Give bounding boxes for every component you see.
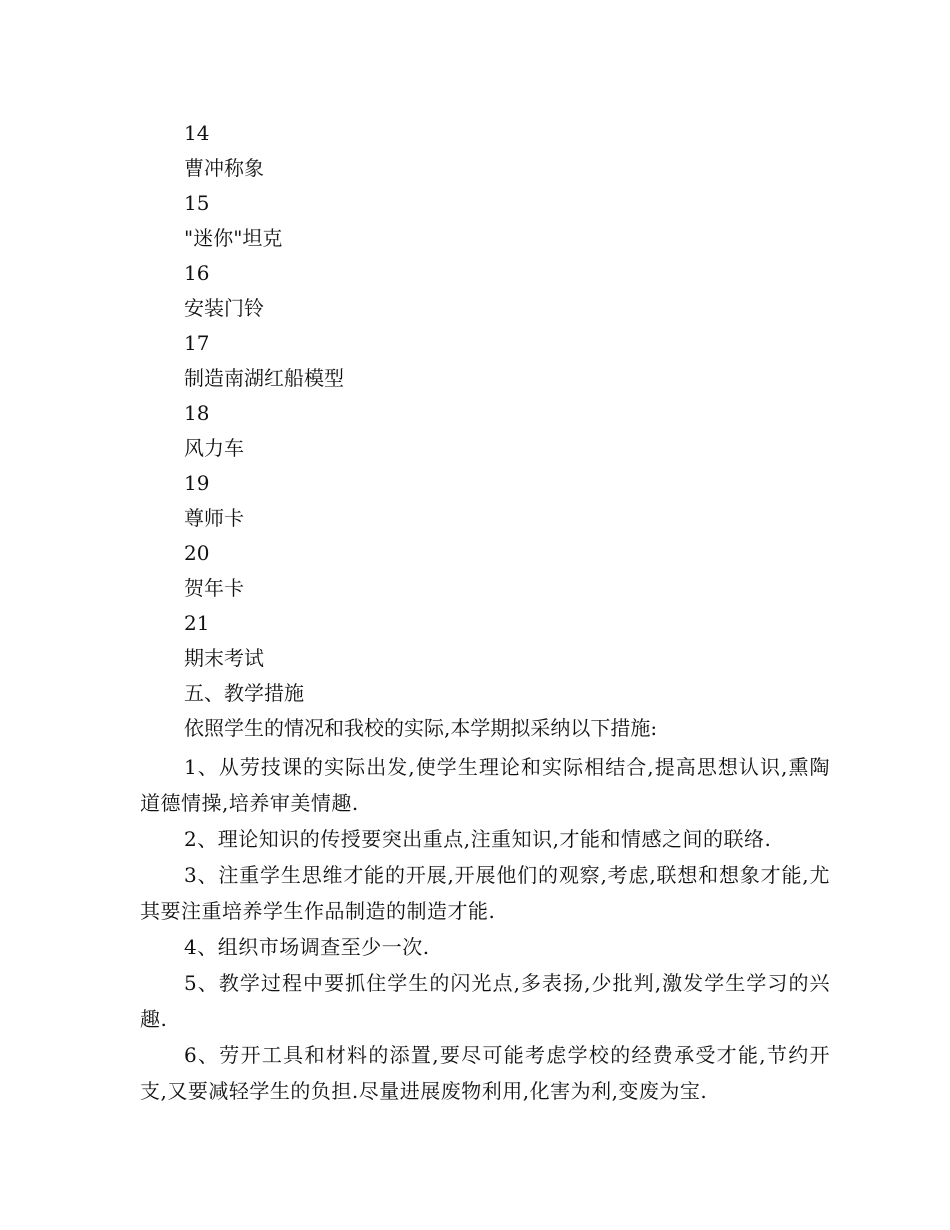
schedule-list: [184, 116, 784, 676]
measure-item: 3、注重学生思维才能的开展,开展他们的观察,考虑,联想和想象才能,尤其要注重培养学生作品制造的制造才能.: [140, 863, 830, 923]
week-topic: 尊师卡: [184, 506, 244, 530]
week-number: 21: [184, 611, 210, 635]
section-heading: 五、教学措施: [184, 681, 304, 705]
section-intro: 依照学生的情况和我校的实际,本学期拟采纳以下措施:: [184, 716, 658, 740]
week-number: 19: [184, 471, 210, 495]
measure-item: 4、组织市场调查至少一次.: [184, 935, 430, 959]
week-number: 18: [184, 401, 210, 425]
week-topic: 风力车: [184, 436, 244, 460]
teaching-measures-section: [140, 676, 830, 1109]
week-topic: "迷你"坦克: [184, 226, 283, 250]
week-topic: 安装门铃: [184, 296, 264, 320]
week-topic: 制造南湖红船模型: [184, 366, 344, 390]
measure-item: 1、从劳技课的实际出发,使学生理论和实际相结合,提高思想认识,熏陶道德情操,培养审美情趣.: [140, 755, 830, 815]
measure-item: 5、教学过程中要抓住学生的闪光点,多表扬,少批判,激发学生学习的兴趣.: [140, 971, 830, 1031]
week-number: 17: [184, 331, 210, 355]
week-number: 14: [184, 121, 210, 145]
measure-item: 2、理论知识的传授要突出重点,注重知识,才能和情感之间的联络.: [184, 827, 772, 851]
week-topic: 贺年卡: [184, 576, 244, 600]
week-number: 15: [184, 191, 210, 215]
week-number: 20: [184, 541, 210, 565]
week-number: 16: [184, 261, 210, 285]
week-topic: 期末考试: [184, 646, 264, 670]
measure-item: 6、劳开工具和材料的添置,要尽可能考虑学校的经费承受才能,节约开支,又要减轻学生的负担.尽量进展废物利用,化害为利,变废为宝.: [140, 1043, 830, 1103]
week-topic: 曹冲称象: [184, 156, 264, 180]
